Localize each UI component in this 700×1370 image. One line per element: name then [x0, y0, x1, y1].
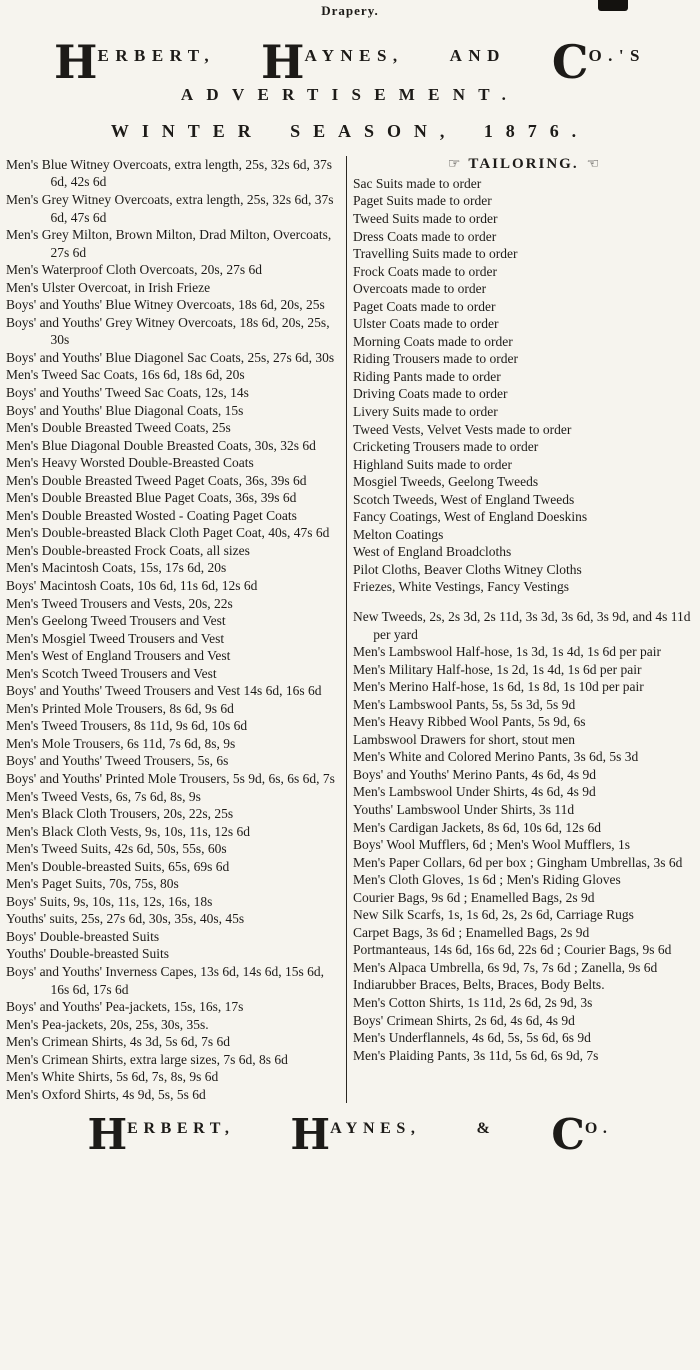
catalog-entry: Boys' Macintosh Coats, 10s 6d, 11s 6d, 12s 6d — [6, 578, 258, 593]
tailoring-entry: Frock Coats made to order — [353, 263, 497, 279]
tailoring-entry: Travelling Suits made to order — [353, 246, 518, 262]
catalog-entry: Boys' and Youths' Grey Witney Overcoats, 18s 6d, 20s, 25s, 30s — [6, 314, 330, 348]
firm-name-part — [551, 1110, 613, 1160]
price-entry: Youths' Lambswool Under Shirts, 3s 11d — [353, 802, 575, 818]
advertisement-heading: ADVERTISEMENT. — [180, 84, 520, 104]
tailoring-entry: Sac Suits made to order — [353, 175, 482, 191]
tailoring-entry: Driving Coats made to order — [353, 386, 508, 402]
firm-name-part — [551, 35, 646, 89]
masthead-firm-name — [6, 35, 694, 89]
price-entry: Indiarubber Braces, Belts, Braces, Body Belts. — [353, 977, 605, 993]
firm-name-text: ERBERT, — [127, 1120, 235, 1138]
catalog-entry: Men's Double-breasted Black Cloth Paget Coat, 40s, 47s 6d — [6, 525, 330, 541]
catalog-entry: Men's Waterproof Cloth Overcoats, 20s, 27s 6d — [6, 262, 263, 278]
catalog-entry: Boys' and Youths' Tweed Trousers and Vest 14s 6d, 16s 6d — [6, 683, 322, 699]
tailoring-entry: West of England Broadcloths — [353, 544, 512, 560]
tailoring-title: TAILORING. — [468, 155, 579, 172]
left-column-ready-made-list — [6, 156, 346, 1104]
catalog-entry: Men's Double Breasted Tweed Paget Coats, 36s, 39s 6d — [6, 472, 307, 488]
firm-name-text: ERBERT, — [97, 46, 216, 65]
catalog-entry: Youths' Double-breasted Suits — [6, 946, 170, 962]
catalog-entry: Men's Double-breasted Frock Coats, all sizes — [6, 542, 250, 558]
price-entry: Men's Lambswool Pants, 5s, 5s 3d, 5s 9d — [353, 696, 576, 712]
catalog-entry: Men's Scotch Tweed Trousers and Vest — [6, 665, 217, 681]
catalog-entry: Boys' Double-breasted Suits — [6, 928, 160, 944]
firm-name-part — [261, 35, 404, 89]
price-entry: Men's Heavy Ribbed Wool Pants, 5s 9d, 6s — [353, 714, 586, 730]
price-entry: Boys' Crimean Shirts, 2s 6d, 4s 6d, 4s 9d — [353, 1012, 575, 1028]
hosiery-and-sundries-price-list — [353, 608, 694, 1064]
tailoring-section-header — [353, 156, 694, 173]
pointing-hand-left-icon: ☜ — [586, 155, 600, 172]
tailoring-entry: Livery Suits made to order — [353, 403, 498, 419]
catalog-entry: Boys' Suits, 9s, 10s, 11s, 12s, 16s, 18s — [6, 893, 213, 909]
catalog-entry: Men's Double Breasted Blue Paget Coats, 36s, 39s 6d — [6, 490, 297, 506]
footer-firm-name — [6, 1110, 694, 1160]
firm-name-text: AND — [449, 46, 506, 65]
drop-cap-initial: H — [261, 35, 305, 89]
catalog-entry: Men's Printed Mole Trousers, 8s 6d, 9s 6d — [6, 700, 234, 716]
tailoring-entry: Dress Coats made to order — [353, 228, 497, 244]
catalog-entry: Boys' and Youths' Blue Diagonel Sac Coats, 25s, 27s 6d, 30s — [6, 349, 335, 365]
catalog-entry: Men's West of England Trousers and Vest — [6, 648, 231, 664]
tailoring-entry: Scotch Tweeds, West of England Tweeds — [353, 491, 575, 507]
tailoring-entry: Highland Suits made to order — [353, 456, 512, 472]
catalog-entry: Men's Crimean Shirts, 4s 3d, 5s 6d, 7s 6d — [6, 1034, 231, 1050]
firm-name-text: O. — [584, 1120, 613, 1138]
price-entry: Carpet Bags, 3s 6d ; Enamelled Bags, 2s 9d — [353, 924, 590, 940]
price-entry: Portmanteaus, 14s 6d, 16s 6d, 22s 6d ; Courier Bags, 9s 6d — [353, 942, 672, 958]
catalog-entry: Men's Double-breasted Suits, 65s, 69s 6d — [6, 858, 230, 874]
right-column — [347, 156, 694, 1104]
two-column-body — [6, 156, 694, 1104]
price-entry: Men's Plaiding Pants, 3s 11d, 5s 6d, 6s 9d, 7s — [353, 1047, 599, 1063]
tailoring-entry: Tweed Suits made to order — [353, 210, 498, 226]
catalog-entry: Men's White Shirts, 5s 6d, 7s, 8s, 9s 6d — [6, 1069, 219, 1085]
catalog-entry: Men's Black Cloth Vests, 9s, 10s, 11s, 12s 6d — [6, 823, 250, 839]
price-entry: Courier Bags, 9s 6d ; Enamelled Bags, 2s 9d — [353, 889, 595, 905]
catalog-entry: Men's Oxford Shirts, 4s 9d, 5s, 5s 6d — [6, 1086, 206, 1102]
catalog-entry: Men's Tweed Trousers, 8s 11d, 9s 6d, 10s 6d — [6, 718, 248, 734]
catalog-entry: Men's Tweed Vests, 6s, 7s 6d, 8s, 9s — [6, 788, 201, 804]
firm-name-part — [54, 35, 216, 89]
tailoring-entry: Paget Suits made to order — [353, 193, 492, 209]
firm-name-text: AYNES, — [330, 1120, 421, 1138]
price-entry: Men's Merino Half-hose, 1s 6d, 1s 8d, 1s 10d per pair — [353, 679, 644, 695]
price-entry: Men's Military Half-hose, 1s 2d, 1s 4d, 1s 6d per pair — [353, 661, 642, 677]
tailoring-entry: Fancy Coatings, West of England Doeskins — [353, 509, 588, 525]
catalog-entry: Men's Ulster Overcoat, in Irish Frieze — [6, 279, 211, 295]
price-entry: Men's White and Colored Merino Pants, 3s 6d, 5s 3d — [353, 749, 639, 765]
catalog-entry: Men's Black Cloth Trousers, 20s, 22s, 25s — [6, 806, 234, 822]
catalog-entry: Boys' and Youths' Blue Diagonal Coats, 15s — [6, 402, 244, 418]
catalog-entry: Men's Macintosh Coats, 15s, 17s 6d, 20s — [6, 560, 227, 576]
drop-cap-initial: C — [551, 1110, 585, 1160]
catalog-entry: Men's Blue Witney Overcoats, extra length, 25s, 32s 6d, 37s 6d, 42s 6d — [6, 156, 332, 190]
catalog-entry: Men's Paget Suits, 70s, 75s, 80s — [6, 876, 179, 892]
catalog-entry: Men's Geelong Tweed Trousers and Vest — [6, 613, 226, 629]
tailoring-entry: Tweed Vests, Velvet Vests made to order — [353, 421, 572, 437]
catalog-entry: Boys' and Youths' Pea-jackets, 15s, 16s, 17s — [6, 999, 244, 1015]
catalog-entry: Boys' and Youths' Blue Witney Overcoats, 18s 6d, 20s, 25s — [6, 297, 325, 313]
firm-name-part — [87, 1110, 235, 1160]
drop-cap-initial: H — [54, 35, 98, 89]
catalog-entry: Men's Heavy Worsted Double-Breasted Coats — [6, 455, 254, 471]
firm-name-part — [450, 45, 506, 66]
tailoring-entry: Friezes, White Vestings, Fancy Vestings — [353, 579, 569, 595]
catalog-entry: Boys' and Youths' Inverness Capes, 13s 6d, 14s 6d, 15s 6d, 16s 6d, 17s 6d — [6, 964, 325, 997]
catalog-entry: Men's Pea-jackets, 20s, 25s, 30s, 35s. — [6, 1016, 209, 1032]
page-section-title: Drapery. — [321, 3, 379, 18]
price-entry: New Silk Scarfs, 1s, 1s 6d, 2s, 2s 6d, Carriage Rugs — [353, 907, 634, 923]
catalog-entry: Boys' and Youths' Tweed Sac Coats, 12s, 14s — [6, 384, 249, 400]
price-entry: Men's Alpaca Umbrella, 6s 9d, 7s, 7s 6d ; Zanella, 9s 6d — [353, 959, 658, 975]
price-entry: Men's Cloth Gloves, 1s 6d ; Men's Riding Gloves — [353, 872, 621, 888]
firm-name-text: & — [476, 1120, 496, 1138]
firm-name-part — [290, 1110, 421, 1160]
price-entry: Men's Lambswool Half-hose, 1s 3d, 1s 4d, 1s 6d per pair — [353, 644, 662, 660]
price-entry: Lambswool Drawers for short, stout men — [353, 731, 575, 747]
made-to-order-list — [353, 175, 694, 596]
catalog-entry: Men's Mosgiel Tweed Trousers and Vest — [6, 630, 225, 646]
catalog-entry: Boys' and Youths' Printed Mole Trousers, 5s 9d, 6s, 6s 6d, 7s — [6, 771, 335, 787]
price-entry: Boys' and Youths' Merino Pants, 4s 6d, 4s 9d — [353, 766, 597, 782]
catalog-entry: Men's Grey Milton, Brown Milton, Drad Milton, Overcoats, 27s 6d — [6, 227, 332, 260]
tailoring-entry: Ulster Coats made to order — [353, 316, 499, 332]
drop-cap-initial: H — [87, 1110, 128, 1160]
firm-name-text: O.'S — [588, 46, 646, 65]
catalog-entry: Men's Grey Witney Overcoats, extra length, 25s, 32s 6d, 37s 6d, 47s 6d — [6, 191, 334, 225]
catalog-entry: Youths' suits, 25s, 27s 6d, 30s, 35s, 40s, 45s — [6, 911, 245, 927]
catalog-entry: Men's Tweed Trousers and Vests, 20s, 22s — [6, 595, 233, 611]
tailoring-entry: Cricketing Trousers made to order — [353, 439, 539, 455]
catalog-entry: Men's Blue Diagonal Double Breasted Coats, 30s, 32s 6d — [6, 437, 316, 453]
price-entry: Men's Paper Collars, 6d per box ; Gingham Umbrellas, 3s 6d — [353, 854, 683, 870]
price-entry: New Tweeds, 2s, 2s 3d, 2s 11d, 3s 3d, 3s 6d, 3s 9d, and 4s 11d per yard — [353, 609, 691, 642]
tailoring-entry: Riding Trousers made to order — [353, 351, 518, 367]
season-heading: WINTER SEASON, 1876. — [110, 120, 590, 141]
firm-name-text: AYNES, — [304, 46, 404, 65]
drop-cap-initial: H — [290, 1110, 331, 1160]
tailoring-entry: Pilot Cloths, Beaver Cloths Witney Cloths — [353, 561, 582, 577]
pointing-hand-right-icon: ☞ — [447, 155, 461, 172]
tailoring-entry: Melton Coatings — [353, 526, 444, 542]
price-entry: Boys' Wool Mufflers, 6d ; Men's Wool Mufflers, 1s — [353, 837, 630, 853]
ink-smudge — [598, 0, 628, 11]
price-entry: Men's Underflannels, 4s 6d, 5s, 5s 6d, 6s 9d — [353, 1030, 591, 1046]
tailoring-entry: Overcoats made to order — [353, 281, 487, 297]
drop-cap-initial: C — [551, 35, 589, 89]
catalog-entry: Boys' and Youths' Tweed Trousers, 5s, 6s — [6, 753, 229, 769]
price-entry: Men's Cardigan Jackets, 8s 6d, 10s 6d, 12s 6d — [353, 819, 602, 835]
tailoring-entry: Morning Coats made to order — [353, 333, 513, 349]
catalog-entry: Men's Mole Trousers, 6s 11d, 7s 6d, 8s, 9s — [6, 735, 236, 751]
catalog-entry: Men's Tweed Suits, 42s 6d, 50s, 55s, 60s — [6, 841, 227, 857]
tailoring-entry: Paget Coats made to order — [353, 298, 496, 314]
catalog-entry: Men's Double Breasted Tweed Coats, 25s — [6, 420, 231, 436]
catalog-entry: Men's Crimean Shirts, extra large sizes, 7s 6d, 8s 6d — [6, 1051, 288, 1067]
tailoring-entry: Mosgiel Tweeds, Geelong Tweeds — [353, 474, 539, 490]
price-entry: Men's Cotton Shirts, 1s 11d, 2s 6d, 2s 9d, 3s — [353, 995, 593, 1011]
catalog-entry: Men's Tweed Sac Coats, 16s 6d, 18s 6d, 20s — [6, 367, 245, 383]
firm-name-part — [476, 1119, 495, 1138]
tailoring-entry: Riding Pants made to order — [353, 368, 501, 384]
price-entry: Men's Lambswool Under Shirts, 4s 6d, 4s 9d — [353, 784, 596, 800]
catalog-entry: Men's Double Breasted Wosted - Coating Paget Coats — [6, 507, 297, 523]
